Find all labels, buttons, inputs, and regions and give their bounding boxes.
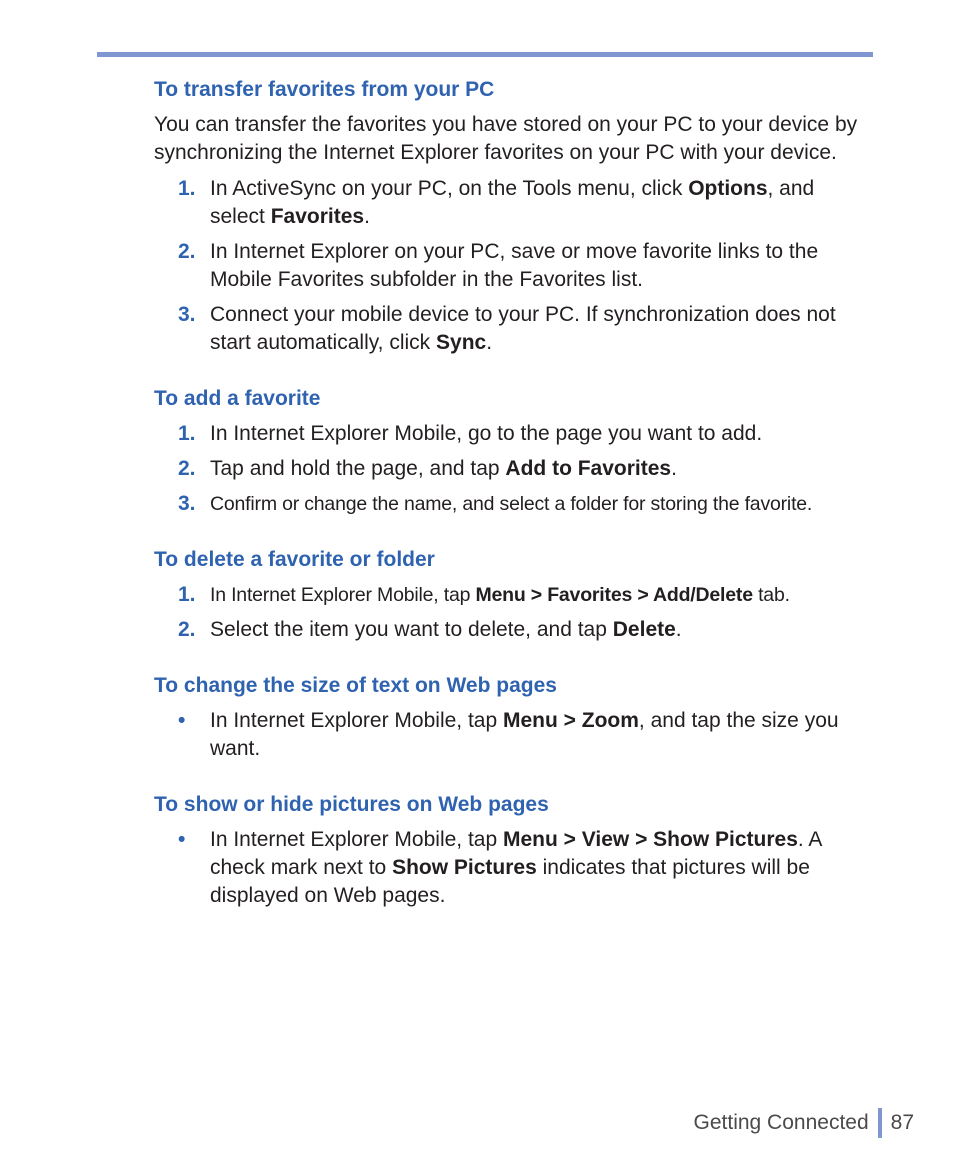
- step-text: In Internet Explorer Mobile, tap: [210, 828, 503, 851]
- step-text: Connect your mobile device to your PC. If synchronization does not start automatically, click: [210, 303, 836, 354]
- step-number: 1.: [178, 583, 196, 606]
- bullet-marker: •: [178, 828, 186, 851]
- step-text: Tap and hold the page, and tap: [210, 457, 506, 480]
- step-text: .: [675, 618, 682, 641]
- ui-term: Sync: [436, 331, 487, 354]
- list-item: [154, 581, 874, 609]
- section-heading: To transfer favorites from your PC: [154, 78, 495, 101]
- step-number: 1.: [178, 177, 196, 200]
- step-text: In Internet Explorer on your PC, save or move favorite links to the Mobile Favorites subfolder in the Favorites list.: [210, 240, 819, 291]
- list-item: [154, 490, 874, 518]
- steps-list: [154, 581, 874, 644]
- step-text: In Internet Explorer Mobile, tap: [210, 584, 476, 606]
- step-text: In ActiveSync on your PC, on the Tools menu, click: [210, 177, 689, 200]
- bullet-list: [154, 826, 874, 910]
- step-number: 2.: [178, 618, 196, 641]
- step-number: 2.: [178, 457, 196, 480]
- bullet-list: [154, 707, 874, 763]
- step-text: .: [486, 331, 493, 354]
- ui-term: Show Pictures: [392, 856, 537, 879]
- list-item: [154, 301, 874, 357]
- ui-term: Menu > Favorites > Add/Delete: [475, 584, 753, 606]
- list-item: [154, 707, 874, 763]
- step-text: In Internet Explorer Mobile, tap: [210, 709, 503, 732]
- ui-term: Add to Favorites: [505, 457, 672, 480]
- step-text: Select the item you want to delete, and tap: [210, 618, 613, 641]
- list-item: [154, 238, 874, 294]
- page-content: [154, 76, 874, 910]
- step-text: tab.: [752, 584, 790, 606]
- list-item: [154, 455, 874, 483]
- intro-paragraph: You can transfer the favorites you have stored on your PC to your device by synchronizing the Internet Explorer favorites on your PC with your device.: [154, 113, 858, 164]
- bullet-marker: •: [178, 709, 186, 732]
- page-number: 87: [890, 1111, 914, 1134]
- step-number: 1.: [178, 422, 196, 445]
- ui-term: Options: [688, 177, 768, 200]
- step-text: .: [671, 457, 677, 480]
- ui-term: Menu > Zoom: [503, 709, 639, 732]
- step-text: In Internet Explorer Mobile, go to the page you want to add.: [210, 422, 763, 445]
- section-heading: To add a favorite: [154, 387, 321, 410]
- step-number: 3.: [178, 492, 196, 515]
- section-heading: To show or hide pictures on Web pages: [154, 793, 549, 816]
- step-text: .: [364, 205, 370, 228]
- list-item: [154, 826, 874, 910]
- section-heading: To delete a favorite or folder: [154, 548, 435, 571]
- step-number: 3.: [178, 303, 196, 326]
- footer-section-name: Getting Connected: [693, 1111, 869, 1134]
- step-text: , and tap the size you want.: [210, 709, 839, 760]
- ui-term: Menu > View > Show Pictures: [503, 828, 798, 851]
- step-text: Confirm or change the name, and select a folder for storing the favorite.: [210, 493, 813, 515]
- list-item: [154, 616, 874, 644]
- ui-term: Favorites: [270, 205, 365, 228]
- ui-term: Delete: [612, 618, 676, 641]
- step-text: , and select: [210, 177, 815, 228]
- steps-list: [154, 175, 874, 357]
- step-number: 2.: [178, 240, 196, 263]
- page-footer: [694, 1108, 914, 1138]
- steps-list: [154, 420, 874, 518]
- list-item: [154, 420, 874, 448]
- list-item: [154, 175, 874, 231]
- top-rule: [97, 52, 873, 57]
- section-heading: To change the size of text on Web pages: [154, 674, 557, 697]
- footer-divider: [878, 1108, 882, 1138]
- step-text: . A check mark next to: [210, 828, 822, 879]
- step-text: indicates that pictures will be displayed on Web pages.: [210, 856, 810, 907]
